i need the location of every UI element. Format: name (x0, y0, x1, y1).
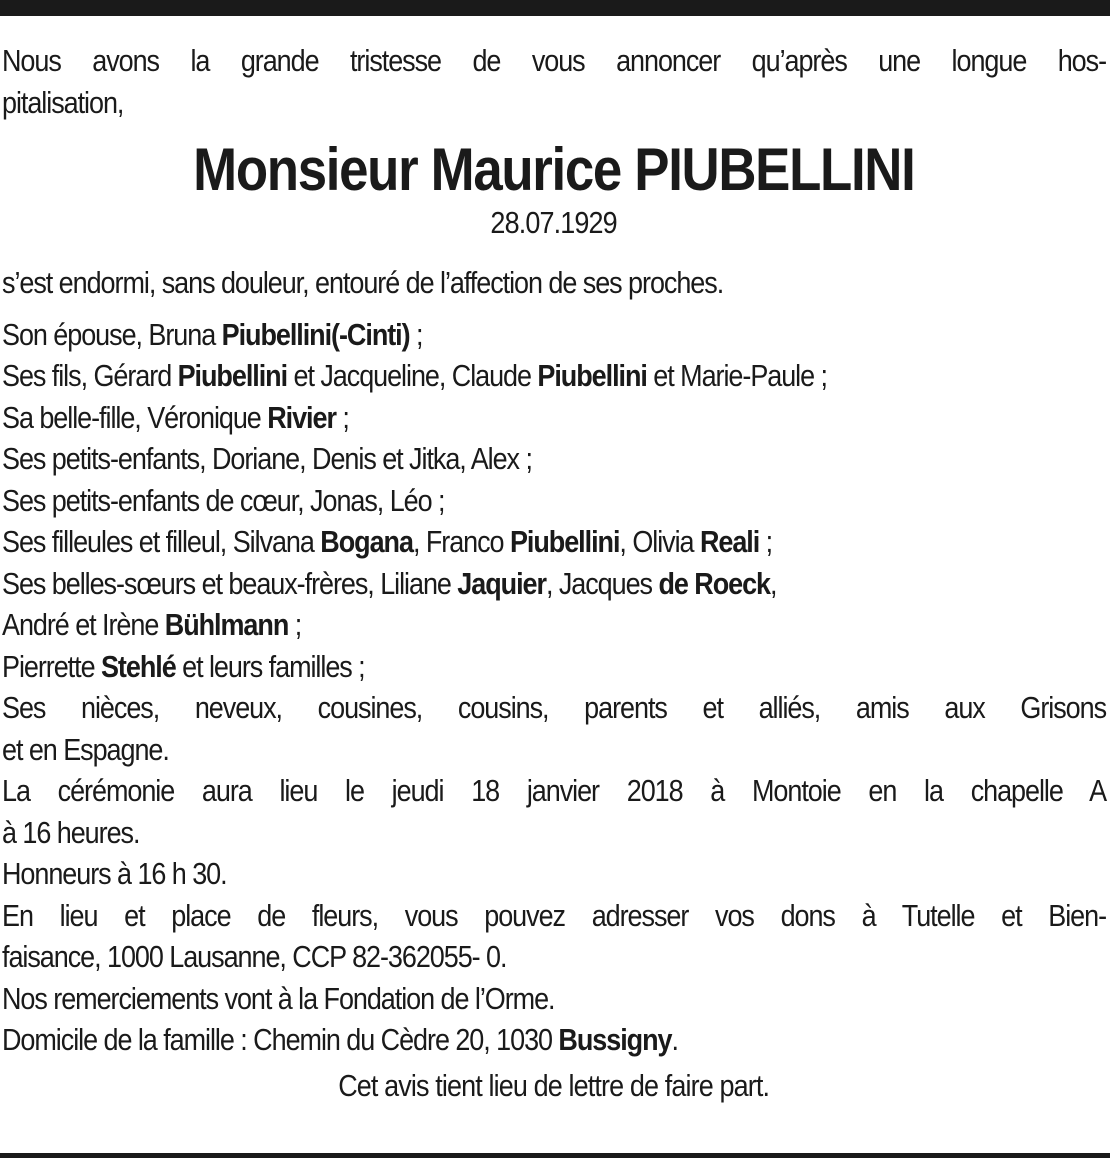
pierrette-surname: Stehlé (100, 648, 176, 684)
godchildren-text-1: Ses filleules et filleul, Silvana (2, 524, 321, 559)
in-laws-surname-1: Jaquier (457, 565, 546, 601)
daughter-in-law-prefix: Sa belle-fille, Véronique (2, 399, 268, 435)
closing-text: Cet avis tient lieu de lettre de faire part. (338, 1067, 770, 1103)
family-in-laws (2, 563, 1106, 605)
family-relatives-1: Ses nièces, neveux, cousines, cousins, parents et alliés, amis aux Grisons (2, 690, 1107, 725)
statement: s’est endormi, sans douleur, entouré de l’affection de ses proches. (2, 265, 724, 300)
sons-surname-2: Piubellini (537, 358, 647, 393)
thanks: Nos remerciements vont à la Fondation de l’Orme. (2, 980, 555, 1016)
family-sons (2, 355, 1106, 397)
intro-line-1: Nous avons la grande tristesse de vous annoncer qu’après une longue hos- (2, 43, 1107, 78)
pierrette-prefix: Pierrette (2, 648, 101, 684)
family-relatives-2: et en Espagne. (2, 731, 169, 767)
godchildren-surname-1: Bogana (320, 524, 413, 559)
daughter-in-law-suffix: ; (335, 399, 349, 435)
domicile (2, 1019, 1106, 1061)
godchildren-text-4: ; (759, 524, 773, 559)
sons-surname-1: Piubellini (177, 358, 288, 393)
in-laws-2-prefix: André et Irène (2, 607, 165, 642)
ceremony-honours: Honneurs à 16 h 30. (2, 856, 227, 891)
family-spouse (2, 314, 1106, 356)
godchildren-surname-2: Piubellini (509, 524, 620, 559)
domicile-town: Bussigny (558, 1022, 672, 1057)
in-laws-text-1: Ses belles-sœurs et beaux-frères, Liliane (2, 565, 458, 601)
family-heart-grandchildren: Ses petits-enfants de cœur, Jonas, Léo ; (2, 482, 445, 518)
obituary-notice (2, 40, 1106, 1106)
donations-line-1: En lieu et place de fleurs, vous pouvez adresser vos dons à Tutelle et Bien- (2, 897, 1107, 933)
sons-text-2: et Jacqueline, Claude (287, 358, 538, 393)
birth-date (2, 202, 1106, 244)
family-godchildren (2, 521, 1106, 563)
domicile-prefix: Domicile de la famille : Chemin du Cèdre 20, 1030 (2, 1022, 559, 1057)
closing-note (2, 1065, 1106, 1107)
ceremony-line-2: à 16 heures. (2, 814, 140, 850)
godchildren-text-3: , Olivia (619, 524, 700, 559)
sons-text-1: Ses fils, Gérard (2, 358, 178, 393)
intro-line-2: pitalisation, (2, 84, 124, 120)
sons-text-3: et Marie-Paule ; (646, 358, 827, 393)
family-pierrette (2, 646, 1106, 688)
in-laws-text-3: , (770, 565, 777, 601)
domicile-suffix: . (671, 1022, 678, 1057)
family-in-laws-2 (2, 604, 1106, 646)
godchildren-surname-3: Reali (699, 524, 760, 559)
daughter-in-law-surname: Rivier (267, 399, 336, 435)
spouse-prefix: Son épouse, Bruna (2, 316, 222, 352)
godchildren-text-2: , Franco (412, 524, 510, 559)
spouse-surname: Piubellini(-Cinti) (221, 316, 410, 352)
family-daughter-in-law (2, 397, 1106, 439)
family-grandchildren: Ses petits-enfants, Doriane, Denis et Jitka, Alex ; (2, 441, 532, 476)
spouse-suffix: ; (409, 316, 423, 352)
in-laws-2-surname: Bühlmann (164, 607, 289, 642)
top-rule (0, 0, 1110, 16)
bottom-rule (0, 1153, 1110, 1158)
in-laws-surname-2: de Roeck (658, 565, 771, 601)
deceased-name: Monsieur Maurice PIUBELLINI (193, 136, 915, 203)
deceased-name-heading (2, 135, 1106, 205)
in-laws-text-2: , Jacques (545, 565, 659, 601)
pierrette-suffix: et leurs familles ; (175, 648, 365, 684)
donations-line-2: faisance, 1000 Lausanne, CCP 82-362055- 0. (2, 939, 507, 974)
ceremony-line-1: La cérémonie aura lieu le jeudi 18 janvier 2018 à Montoie en la chapelle A (2, 773, 1107, 808)
birth-date-text: 28.07.1929 (490, 205, 618, 240)
in-laws-2-suffix: ; (288, 607, 302, 642)
